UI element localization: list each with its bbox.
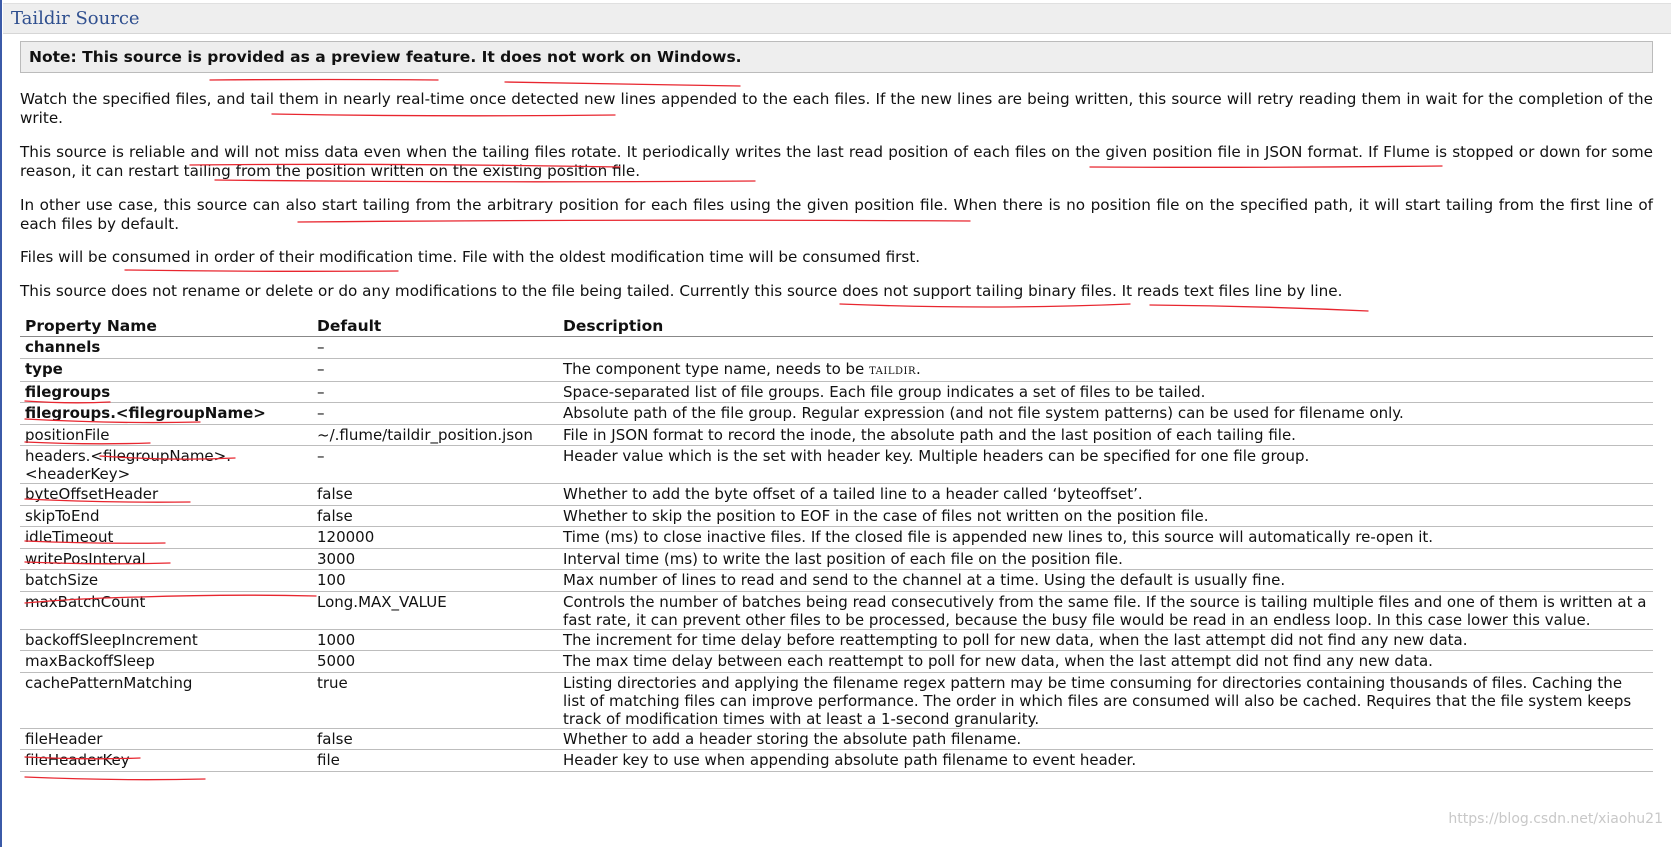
- underline-annotation: [25, 777, 205, 780]
- table-row: [20, 381, 1653, 403]
- property-name: filegroups.<filegroupName>: [20, 403, 312, 425]
- table-row: [20, 672, 1653, 728]
- property-name-part2: <headerKey>: [25, 465, 131, 483]
- section-header: [3, 3, 1671, 34]
- property-default: Long.MAX_VALUE: [312, 591, 558, 629]
- property-description: Time (ms) to close inactive files. If the closed file is appended new lines to, this source will automatically re-open it.: [558, 527, 1653, 549]
- property-name: byteOffsetHeader: [20, 484, 312, 506]
- table-row: [20, 728, 1653, 750]
- property-default: ~/.flume/taildir_position.json: [312, 424, 558, 446]
- property-default: –: [312, 337, 558, 359]
- table-row: [20, 424, 1653, 446]
- paragraph-4: Files will be consumed in order of their modification time. File with the oldest modification time will be consumed first.: [20, 248, 921, 266]
- table-row: [20, 337, 1653, 359]
- property-name: batchSize: [20, 570, 312, 592]
- paragraph-5: This source does not rename or delete or do any modifications to the file being tailed. Currently this source does not support tailing binary files. It reads text files line by line.: [20, 282, 1343, 300]
- underline-annotation: [505, 82, 740, 86]
- property-name: idleTimeout: [20, 527, 312, 549]
- description-text: The component type name, needs to be: [563, 359, 870, 378]
- property-description: [558, 358, 1653, 381]
- table-row: [20, 505, 1653, 527]
- header-default: Default: [312, 316, 558, 337]
- property-name: filegroups: [20, 381, 312, 403]
- property-description: Interval time (ms) to write the last position of each file on the position file.: [558, 548, 1653, 570]
- property-description: Header key to use when appending absolute path filename to event header.: [558, 750, 1653, 772]
- property-default: false: [312, 484, 558, 506]
- table-row: [20, 446, 1653, 484]
- watermark: https://blog.csdn.net/xiaohu21: [1448, 811, 1663, 827]
- property-description: Header value which is the set with header key. Multiple headers can be specified for one file group.: [558, 446, 1653, 484]
- property-description: File in JSON format to record the inode, the absolute path and the last position of each tailing file.: [558, 424, 1653, 446]
- property-default: –: [312, 403, 558, 425]
- underline-annotation: [840, 304, 1130, 307]
- table-row: [20, 358, 1653, 381]
- paragraph-2: This source is reliable and will not miss data even when the tailing files rotate. It periodically writes the last read position of each files on the given position file in JSON format. If Flume is stopped or down for some reason, it can restart tailing from the position written on the existing position file.: [20, 143, 1653, 180]
- property-default: 1000: [312, 629, 558, 651]
- table-row: [20, 570, 1653, 592]
- property-description: The max time delay between each reattempt to poll for new data, when the last attempt did not find any new data.: [558, 651, 1653, 673]
- property-description: Whether to skip the position to EOF in the case of files not written on the position file.: [558, 505, 1653, 527]
- code-literal: TAILDIR: [869, 365, 916, 377]
- property-default: false: [312, 505, 558, 527]
- property-name-part1: headers.<filegroupName>.: [25, 447, 231, 465]
- property-name: fileHeader: [20, 728, 312, 750]
- property-default: 3000: [312, 548, 558, 570]
- property-description: Whether to add the byte offset of a tailed line to a header called ‘byteoffset’.: [558, 484, 1653, 506]
- property-default: file: [312, 750, 558, 772]
- property-name: type: [20, 358, 312, 381]
- description-end: .: [916, 359, 921, 378]
- property-table: [20, 316, 1653, 772]
- property-name: backoffSleepIncrement: [20, 629, 312, 651]
- property-default: –: [312, 446, 558, 484]
- property-description: Controls the number of batches being read consecutively from the same file. If the source is tailing multiple files and one of them is written at a fast rate, it can prevent other files to be processed, because the busy file would be read in an endless loop. In this case lower this value.: [558, 591, 1653, 629]
- property-name: maxBackoffSleep: [20, 651, 312, 673]
- property-name: writePosInterval: [20, 548, 312, 570]
- property-name: [20, 446, 312, 484]
- table-row: [20, 403, 1653, 425]
- property-default: –: [312, 381, 558, 403]
- property-default: false: [312, 728, 558, 750]
- property-default: true: [312, 672, 558, 728]
- table-row: [20, 484, 1653, 506]
- header-description: Description: [558, 316, 1653, 337]
- table-row: [20, 548, 1653, 570]
- property-default: 5000: [312, 651, 558, 673]
- paragraph-1: Watch the specified files, and tail them in nearly real-time once detected new lines appended to the each files. If the new lines are being written, this source will retry reading them in wait for the completion of the write.: [20, 90, 1653, 127]
- property-name: skipToEnd: [20, 505, 312, 527]
- left-border: [0, 0, 2, 847]
- section-title: Taildir Source: [11, 8, 140, 29]
- paragraph-3: In other use case, this source can also start tailing from the arbitrary position for each files using the given position file. When there is no position file on the specified path, it will start tailing from the first line of each files by default.: [20, 196, 1653, 233]
- underline-annotation: [210, 80, 438, 81]
- header-property-name: Property Name: [20, 316, 312, 337]
- property-default: 100: [312, 570, 558, 592]
- property-description: Max number of lines to read and send to the channel at a time. Using the default is usually fine.: [558, 570, 1653, 592]
- table-row: [20, 750, 1653, 772]
- property-description: Space-separated list of file groups. Each file group indicates a set of files to be tailed.: [558, 381, 1653, 403]
- property-name: maxBatchCount: [20, 591, 312, 629]
- property-description: The increment for time delay before reattempting to poll for new data, when the last attempt did not find any new data.: [558, 629, 1653, 651]
- property-name: fileHeaderKey: [20, 750, 312, 772]
- note-text: Note: This source is provided as a preview feature. It does not work on Windows.: [29, 48, 742, 66]
- property-description: Listing directories and applying the filename regex pattern may be time consuming for directories containing thousands of files. Caching the list of matching files can improve performance. The order in which files are consumed will also be cached. Requires that the file system keeps track of modification times with at least a 1-second granularity.: [558, 672, 1653, 728]
- table-row: [20, 591, 1653, 629]
- property-description: Whether to add a header storing the absolute path filename.: [558, 728, 1653, 750]
- property-description: [558, 337, 1653, 359]
- table-row: [20, 629, 1653, 651]
- table-header-row: [20, 316, 1653, 337]
- underline-annotation: [1150, 305, 1368, 311]
- property-default: –: [312, 358, 558, 381]
- underline-annotation: [125, 270, 398, 271]
- property-description: Absolute path of the file group. Regular expression (and not file system patterns) can be used for filename only.: [558, 403, 1653, 425]
- property-name: positionFile: [20, 424, 312, 446]
- property-name: cachePatternMatching: [20, 672, 312, 728]
- property-name: channels: [20, 337, 312, 359]
- note-box: [20, 41, 1653, 73]
- table-row: [20, 651, 1653, 673]
- table-row: [20, 527, 1653, 549]
- property-default: 120000: [312, 527, 558, 549]
